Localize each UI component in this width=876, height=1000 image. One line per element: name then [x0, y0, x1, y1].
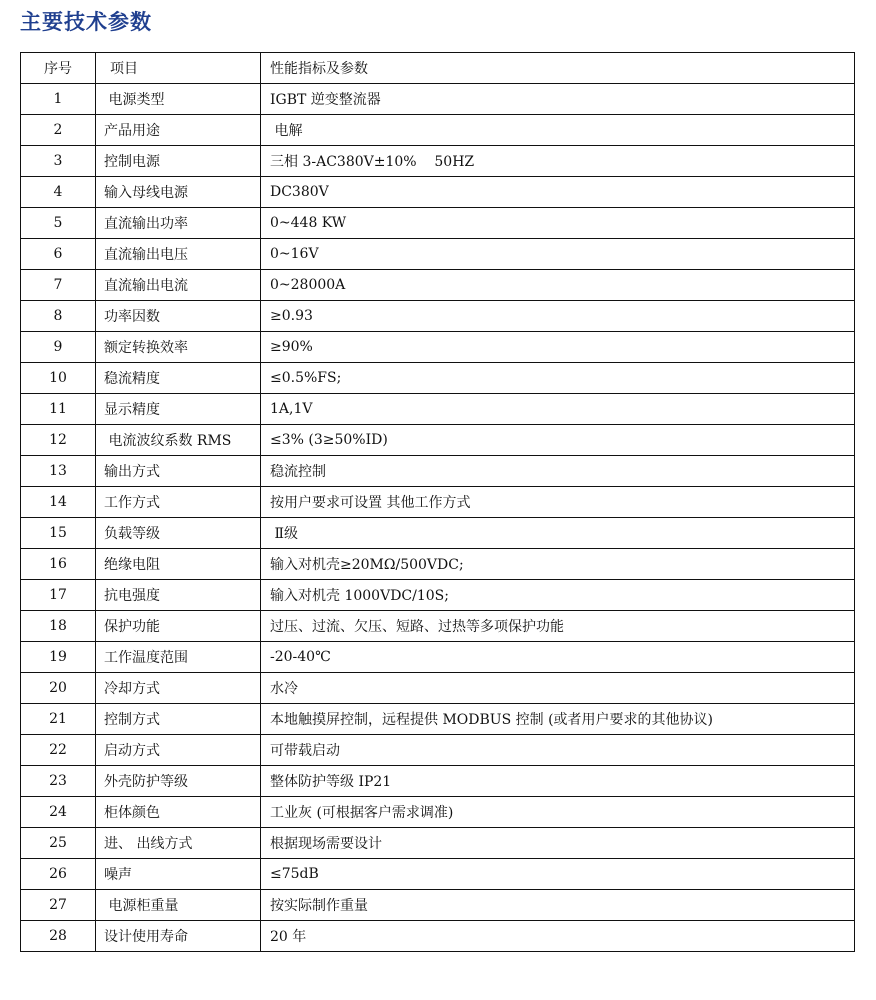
- row-no: 2: [21, 115, 96, 146]
- row-item: 噪声: [96, 859, 261, 890]
- row-value: 可带载启动: [261, 735, 855, 766]
- row-value: 20 年: [261, 921, 855, 952]
- row-item: 负载等级: [96, 518, 261, 549]
- row-no: 7: [21, 270, 96, 301]
- row-value: 按用户要求可设置 其他工作方式: [261, 487, 855, 518]
- table-row: [21, 549, 855, 580]
- table-row: [21, 611, 855, 642]
- table-row: [21, 518, 855, 549]
- row-value: ≤75dB: [261, 859, 855, 890]
- row-no: 14: [21, 487, 96, 518]
- row-item: 直流输出功率: [96, 208, 261, 239]
- row-item: 显示精度: [96, 394, 261, 425]
- table-row: [21, 921, 855, 952]
- row-value: ≥90%: [261, 332, 855, 363]
- table-row: [21, 456, 855, 487]
- row-value: 电解: [261, 115, 855, 146]
- table-row: [21, 84, 855, 115]
- table-row: [21, 580, 855, 611]
- row-item: 直流输出电压: [96, 239, 261, 270]
- row-item: 设计使用寿命: [96, 921, 261, 952]
- row-value: -20-40℃: [261, 642, 855, 673]
- table-row: [21, 425, 855, 456]
- row-item: 产品用途: [96, 115, 261, 146]
- row-value: Ⅱ级: [261, 518, 855, 549]
- header-no: 序号: [21, 53, 96, 84]
- row-item: 保护功能: [96, 611, 261, 642]
- row-value: 本地触摸屏控制，远程提供 MODBUS 控制 (或者用户要求的其他协议): [261, 704, 855, 735]
- row-item: 启动方式: [96, 735, 261, 766]
- row-no: 10: [21, 363, 96, 394]
- row-value: 0~448 KW: [261, 208, 855, 239]
- table-header-row: [21, 53, 855, 84]
- row-value: ≤3% (3≥50%ID): [261, 425, 855, 456]
- row-no: 12: [21, 425, 96, 456]
- table-row: [21, 332, 855, 363]
- table-row: [21, 208, 855, 239]
- row-no: 5: [21, 208, 96, 239]
- row-no: 8: [21, 301, 96, 332]
- row-no: 6: [21, 239, 96, 270]
- row-no: 27: [21, 890, 96, 921]
- row-no: 9: [21, 332, 96, 363]
- header-value: 性能指标及参数: [261, 53, 855, 84]
- row-no: 18: [21, 611, 96, 642]
- row-no: 22: [21, 735, 96, 766]
- header-item: 项目: [96, 53, 261, 84]
- row-value: 整体防护等级 IP21: [261, 766, 855, 797]
- table-row: [21, 797, 855, 828]
- row-value: 0~28000A: [261, 270, 855, 301]
- table-row: [21, 735, 855, 766]
- row-value: ≥0.93: [261, 301, 855, 332]
- row-no: 26: [21, 859, 96, 890]
- table-row: [21, 642, 855, 673]
- row-item: 电源类型: [96, 84, 261, 115]
- row-no: 3: [21, 146, 96, 177]
- row-value: DC380V: [261, 177, 855, 208]
- table-row: [21, 301, 855, 332]
- table-row: [21, 766, 855, 797]
- row-item: 电流波纹系数 RMS: [96, 425, 261, 456]
- row-item: 柜体颜色: [96, 797, 261, 828]
- row-no: 16: [21, 549, 96, 580]
- row-value: 过压、过流、欠压、短路、过热等多项保护功能: [261, 611, 855, 642]
- row-item: 稳流精度: [96, 363, 261, 394]
- row-no: 23: [21, 766, 96, 797]
- row-no: 20: [21, 673, 96, 704]
- row-value: 工业灰 (可根据客户需求调准): [261, 797, 855, 828]
- table-row: [21, 704, 855, 735]
- table-row: [21, 859, 855, 890]
- row-value: 三相 3-AC380V±10% 50HZ: [261, 146, 855, 177]
- row-value: ≤0.5%FS;: [261, 363, 855, 394]
- row-value: 输入对机壳≥20MΩ/500VDC;: [261, 549, 855, 580]
- row-no: 21: [21, 704, 96, 735]
- row-item: 抗电强度: [96, 580, 261, 611]
- row-no: 4: [21, 177, 96, 208]
- row-item: 绝缘电阻: [96, 549, 261, 580]
- spec-table: [20, 52, 855, 952]
- row-no: 17: [21, 580, 96, 611]
- row-no: 28: [21, 921, 96, 952]
- row-value: 0~16V: [261, 239, 855, 270]
- row-item: 直流输出电流: [96, 270, 261, 301]
- row-no: 25: [21, 828, 96, 859]
- page-title: 主要技术参数: [20, 10, 152, 34]
- row-no: 19: [21, 642, 96, 673]
- row-no: 1: [21, 84, 96, 115]
- table-row: [21, 363, 855, 394]
- table-row: [21, 890, 855, 921]
- table-row: [21, 828, 855, 859]
- row-item: 进、 出线方式: [96, 828, 261, 859]
- row-item: 冷却方式: [96, 673, 261, 704]
- row-item: 电源柜重量: [96, 890, 261, 921]
- row-item: 外壳防护等级: [96, 766, 261, 797]
- row-value: 输入对机壳 1000VDC/10S;: [261, 580, 855, 611]
- row-value: 根据现场需要设计: [261, 828, 855, 859]
- row-item: 工作方式: [96, 487, 261, 518]
- row-value: 按实际制作重量: [261, 890, 855, 921]
- table-row: [21, 673, 855, 704]
- row-value: IGBT 逆变整流器: [261, 84, 855, 115]
- table-row: [21, 115, 855, 146]
- row-no: 13: [21, 456, 96, 487]
- row-value: 1A,1V: [261, 394, 855, 425]
- table-row: [21, 146, 855, 177]
- row-no: 11: [21, 394, 96, 425]
- row-value: 水冷: [261, 673, 855, 704]
- row-item: 控制电源: [96, 146, 261, 177]
- row-item: 输出方式: [96, 456, 261, 487]
- row-no: 15: [21, 518, 96, 549]
- row-item: 额定转换效率: [96, 332, 261, 363]
- row-item: 工作温度范围: [96, 642, 261, 673]
- table-row: [21, 177, 855, 208]
- table-row: [21, 487, 855, 518]
- row-item: 输入母线电源: [96, 177, 261, 208]
- row-no: 24: [21, 797, 96, 828]
- table-row: [21, 239, 855, 270]
- table-row: [21, 394, 855, 425]
- row-value: 稳流控制: [261, 456, 855, 487]
- row-item: 控制方式: [96, 704, 261, 735]
- row-item: 功率因数: [96, 301, 261, 332]
- table-row: [21, 270, 855, 301]
